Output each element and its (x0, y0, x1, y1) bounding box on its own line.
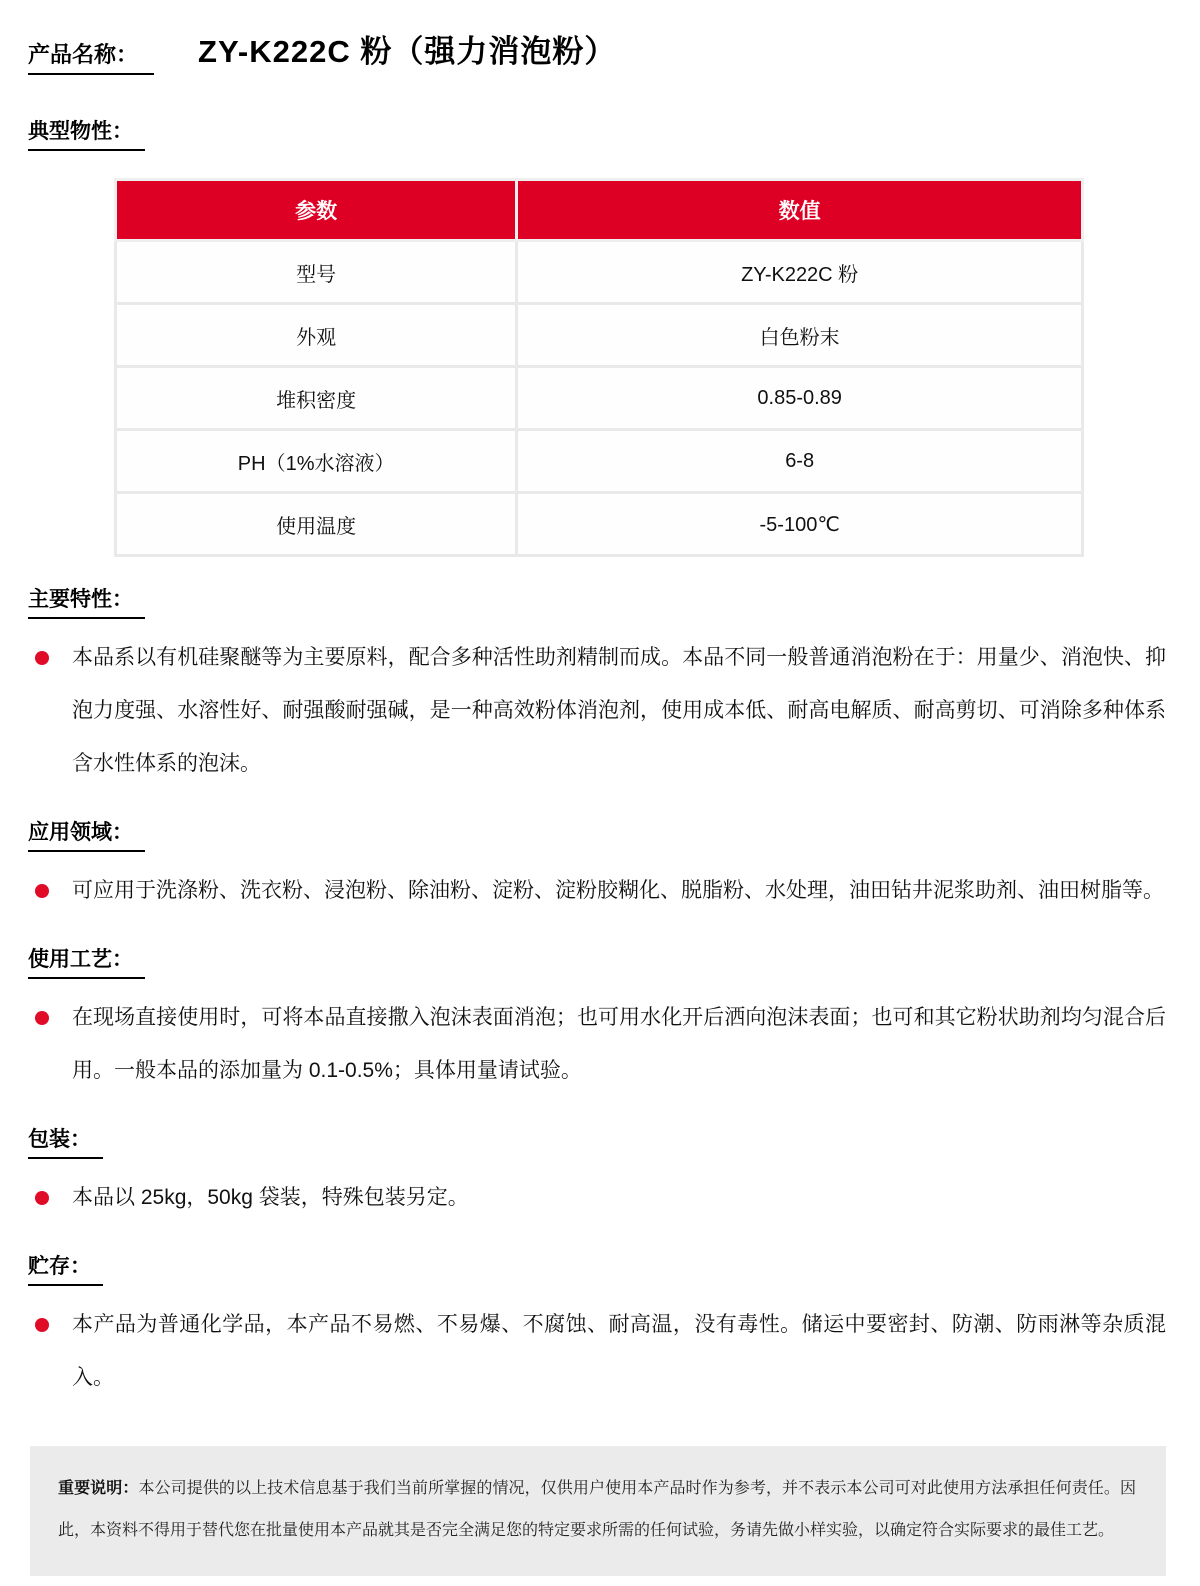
table-header-row (116, 180, 1083, 241)
table-row (116, 241, 1083, 304)
cell-value: 白色粉末 (517, 304, 1083, 367)
table-row (116, 430, 1083, 493)
section-heading-applications: 应用领域： (28, 816, 145, 852)
table-row (116, 367, 1083, 430)
disclaimer-body: 本公司提供的以上技术信息基于我们当前所掌握的情况，仅供用户使用本产品时作为参考，并不表示本公司可对此使用方法承担任何责任。因此，本资料不得用于替代您在批量使用本产品就其是否完全满足您的特定要求所需的任何试验，务请先做小样实验，以确定符合实际要求的最佳工艺。 (58, 1480, 1136, 1539)
features-text: 本品系以有机硅聚醚等为主要原料，配合多种活性助剂精制而成。本品不同一般普通消泡粉在于：用量少、消泡快、抑泡力度强、水溶性好、耐强酸耐强碱，是一种高效粉体消泡剂，使用成本低、耐高电解质、耐高剪切、可消除多种体系含水性体系的泡沫。 (72, 646, 1166, 775)
storage-text: 本产品为普通化学品，本产品不易燃、不易爆、不腐蚀、耐高温，没有毒性。储运中要密封、防潮、防雨淋等杂质混入。 (72, 1313, 1166, 1389)
section-packaging (28, 1123, 1166, 1159)
list-item (28, 991, 1166, 1097)
title-row (28, 26, 1166, 75)
section-heading-packaging: 包装： (28, 1123, 103, 1159)
page-title: ZY-K222C 粉（强力消泡粉） (198, 34, 617, 69)
section-heading-features: 主要特性： (28, 583, 145, 619)
cell-parameter: 使用温度 (116, 493, 517, 556)
usage-text: 在现场直接使用时，可将本品直接撒入泡沫表面消泡；也可用水化开后洒向泡沫表面；也可和其它粉状助剂均匀混合后用。一般本品的添加量为 0.1-0.5%；具体用量请试验。 (72, 1006, 1166, 1082)
cell-parameter: 型号 (116, 241, 517, 304)
column-header-value: 数值 (517, 180, 1083, 241)
list-item (28, 1171, 1166, 1224)
cell-parameter: 堆积密度 (116, 367, 517, 430)
cell-parameter: 外观 (116, 304, 517, 367)
cell-value: 0.85-0.89 (517, 367, 1083, 430)
section-applications (28, 816, 1166, 852)
column-header-parameter: 参数 (116, 180, 517, 241)
list-item (28, 631, 1166, 790)
cell-value: -5-100℃ (517, 493, 1083, 556)
section-heading-properties: 典型物性： (28, 115, 145, 151)
section-heading-usage: 使用工艺： (28, 943, 145, 979)
section-storage (28, 1250, 1166, 1286)
applications-text: 可应用于洗涤粉、洗衣粉、浸泡粉、除油粉、淀粉、淀粉胶糊化、脱脂粉、水处理，油田钻井泥浆助剂、油田树脂等。 (72, 879, 1164, 902)
packaging-text: 本品以 25kg，50kg 袋装，特殊包装另定。 (72, 1186, 469, 1209)
bullet-icon (35, 1191, 49, 1205)
disclaimer-label: 重要说明： (58, 1480, 139, 1497)
section-usage (28, 943, 1166, 979)
section-properties (28, 115, 1166, 151)
cell-value: 6-8 (517, 430, 1083, 493)
list-item (28, 864, 1166, 917)
cell-value: ZY-K222C 粉 (517, 241, 1083, 304)
section-features (28, 583, 1166, 619)
spec-table (114, 178, 1084, 557)
product-name-label: 产品名称： (28, 38, 154, 75)
table-row (116, 493, 1083, 556)
bullet-icon (35, 884, 49, 898)
disclaimer-box (30, 1446, 1166, 1576)
disclaimer-text (58, 1468, 1136, 1552)
bullet-icon (35, 1011, 49, 1025)
list-item (28, 1298, 1166, 1404)
table-row (116, 304, 1083, 367)
bullet-icon (35, 1318, 49, 1332)
bullet-icon (35, 651, 49, 665)
section-heading-storage: 贮存： (28, 1250, 103, 1286)
cell-parameter: PH（1%水溶液） (116, 430, 517, 493)
